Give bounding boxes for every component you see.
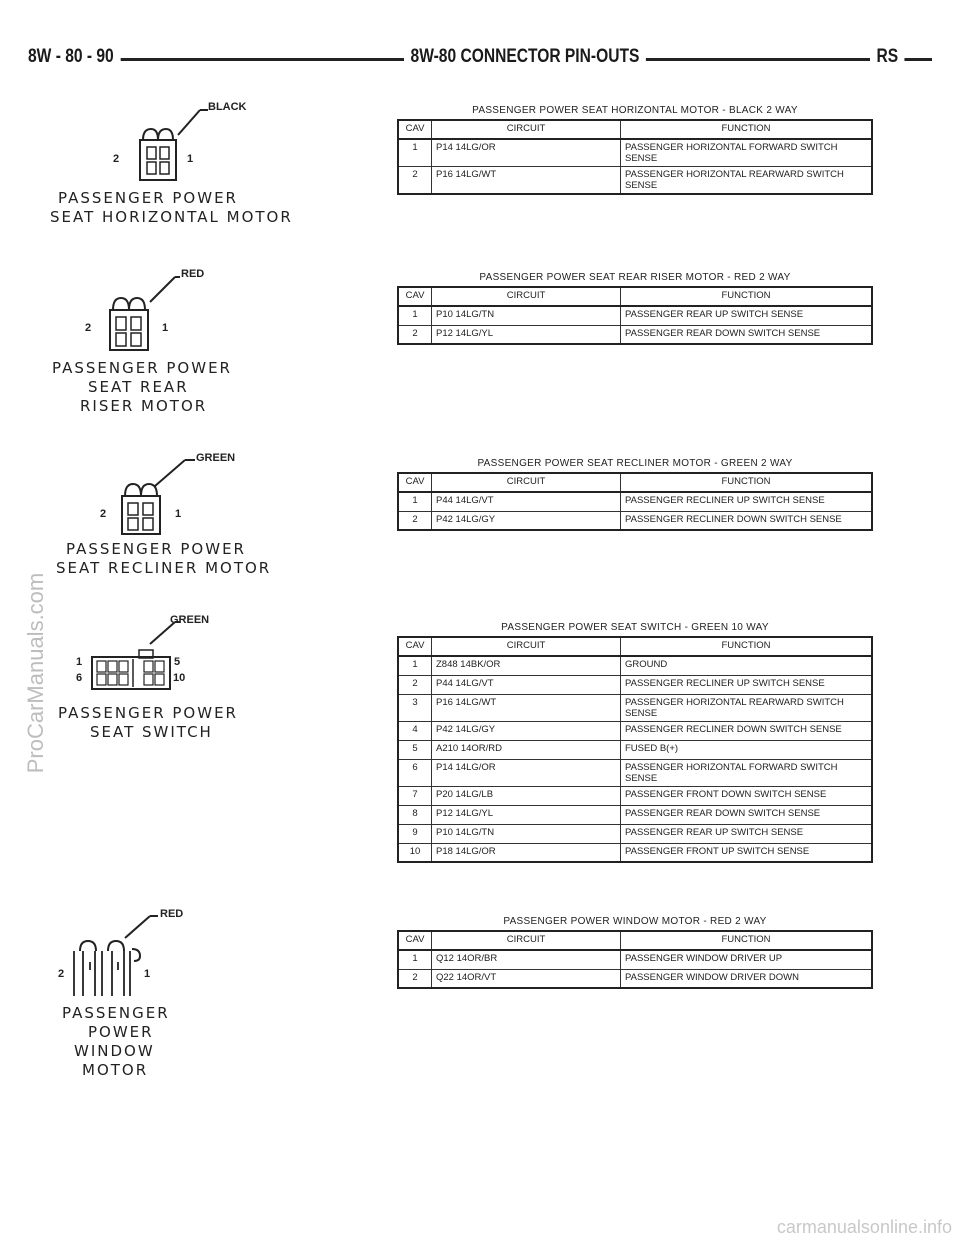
cell-function: PASSENGER REAR UP SWITCH SENSE — [621, 306, 873, 325]
cell-function: FUSED B(+) — [621, 740, 873, 759]
table-title: PASSENGER POWER SEAT REAR RISER MOTOR - RED 2 WAY — [479, 272, 791, 283]
cell-cav: 9 — [398, 824, 432, 843]
diagram-caption-line: POWER — [88, 1023, 154, 1041]
cell-cav: 1 — [398, 139, 432, 167]
diagram-caption-line: PASSENGER POWER — [66, 540, 246, 558]
cell-cav: 8 — [398, 805, 432, 824]
col-header-circuit: CIRCUIT — [432, 287, 621, 306]
cell-circuit: P44 14LG/VT — [432, 492, 621, 511]
cell-function: PASSENGER HORIZONTAL FORWARD SWITCH SENSE — [621, 139, 873, 167]
diagram-caption-line: RISER MOTOR — [80, 397, 208, 415]
cell-circuit: P12 14LG/YL — [432, 805, 621, 824]
cell-circuit: P42 14LG/GY — [432, 721, 621, 740]
cell-function: PASSENGER HORIZONTAL REARWARD SWITCH SENSE — [621, 167, 873, 195]
diagram-caption-line: WINDOW — [74, 1042, 155, 1060]
diagram-caption-line: SEAT RECLINER MOTOR — [56, 559, 272, 577]
pin-label-right: 1 — [187, 153, 194, 165]
col-header-function: FUNCTION — [621, 637, 873, 656]
cell-function: PASSENGER REAR UP SWITCH SENSE — [621, 824, 873, 843]
cell-circuit: P12 14LG/YL — [432, 325, 621, 344]
col-header-circuit: CIRCUIT — [432, 120, 621, 139]
cell-function: PASSENGER HORIZONTAL REARWARD SWITCH SENSE — [621, 694, 873, 721]
cell-function: PASSENGER WINDOW DRIVER UP — [621, 950, 873, 969]
connector-diagram — [50, 262, 310, 462]
diagram-caption-line: PASSENGER POWER — [58, 189, 238, 207]
cell-function: PASSENGER RECLINER UP SWITCH SENSE — [621, 675, 873, 694]
diagram-caption-line: MOTOR — [82, 1061, 149, 1079]
pinout-table — [397, 286, 873, 345]
table-row — [398, 511, 872, 530]
col-header-function: FUNCTION — [621, 473, 873, 492]
table-row — [398, 843, 872, 862]
pin-label-1: 1 — [76, 656, 83, 668]
col-header-cav: CAV — [398, 931, 432, 950]
cell-cav: 1 — [398, 656, 432, 675]
cell-cav: 10 — [398, 843, 432, 862]
table-title: PASSENGER POWER SEAT RECLINER MOTOR - GREEN 2 WAY — [477, 458, 793, 469]
table-row — [398, 759, 872, 786]
cell-function: PASSENGER RECLINER UP SWITCH SENSE — [621, 492, 873, 511]
cell-function: PASSENGER FRONT UP SWITCH SENSE — [621, 843, 873, 862]
cell-circuit: P16 14LG/WT — [432, 167, 621, 195]
cell-cav: 2 — [398, 969, 432, 988]
pin-label-6: 6 — [76, 672, 83, 684]
cell-cav: 6 — [398, 759, 432, 786]
model-code: RS — [870, 46, 905, 68]
table-row — [398, 492, 872, 511]
col-header-cav: CAV — [398, 287, 432, 306]
cell-circuit: A210 14OR/RD — [432, 740, 621, 759]
cell-cav: 2 — [398, 325, 432, 344]
pin-label-right: 1 — [162, 322, 169, 334]
table-row — [398, 306, 872, 325]
col-header-cav: CAV — [398, 637, 432, 656]
pin-label-right: 1 — [175, 508, 182, 520]
table-row — [398, 969, 872, 988]
cell-circuit: Q22 14OR/VT — [432, 969, 621, 988]
table-row — [398, 139, 872, 167]
cell-circuit: P14 14LG/OR — [432, 139, 621, 167]
pinout-table — [397, 636, 873, 863]
pin-label-5: 5 — [174, 656, 181, 668]
page-number: 8W - 80 - 90 — [28, 46, 120, 68]
cell-circuit: P10 14LG/TN — [432, 306, 621, 325]
pinout-table — [397, 119, 873, 195]
table-row — [398, 656, 872, 675]
side-watermark — [16, 520, 56, 840]
col-header-function: FUNCTION — [621, 931, 873, 950]
col-header-circuit: CIRCUIT — [432, 637, 621, 656]
cell-cav: 2 — [398, 167, 432, 195]
table-row — [398, 675, 872, 694]
table-title: PASSENGER POWER SEAT HORIZONTAL MOTOR - BLACK 2 WAY — [472, 105, 798, 116]
pinout-table — [397, 472, 873, 531]
cell-cav: 4 — [398, 721, 432, 740]
table-row — [398, 950, 872, 969]
cell-cav: 1 — [398, 950, 432, 969]
cell-cav: 2 — [398, 675, 432, 694]
diagram-caption-line: SEAT REAR — [88, 378, 189, 396]
col-header-circuit: CIRCUIT — [432, 473, 621, 492]
col-header-function: FUNCTION — [621, 120, 873, 139]
col-header-cav: CAV — [398, 473, 432, 492]
table-row — [398, 805, 872, 824]
cell-cav: 1 — [398, 306, 432, 325]
pin-label-right: 1 — [144, 968, 151, 980]
pin-label-left: 2 — [113, 153, 120, 165]
cell-circuit: P42 14LG/GY — [432, 511, 621, 530]
table-row — [398, 721, 872, 740]
color-tag: GREEN — [196, 452, 236, 464]
table-title: PASSENGER POWER WINDOW MOTOR - RED 2 WAY — [503, 916, 767, 927]
color-tag: BLACK — [208, 101, 247, 113]
table-row — [398, 167, 872, 195]
cell-function: PASSENGER WINDOW DRIVER DOWN — [621, 969, 873, 988]
cell-circuit: P16 14LG/WT — [432, 694, 621, 721]
table-row — [398, 325, 872, 344]
cell-function: PASSENGER HORIZONTAL FORWARD SWITCH SENSE — [621, 759, 873, 786]
page-header — [28, 46, 932, 74]
section-title: 8W-80 CONNECTOR PIN-OUTS — [404, 46, 646, 68]
col-header-function: FUNCTION — [621, 287, 873, 306]
color-tag: RED — [160, 908, 184, 920]
cell-circuit: P14 14LG/OR — [432, 759, 621, 786]
col-header-circuit: CIRCUIT — [432, 931, 621, 950]
cell-function: PASSENGER FRONT DOWN SWITCH SENSE — [621, 786, 873, 805]
table-row — [398, 786, 872, 805]
diagram-caption-line: PASSENGER POWER — [52, 359, 232, 377]
cell-circuit: P44 14LG/VT — [432, 675, 621, 694]
table-title: PASSENGER POWER SEAT SWITCH - GREEN 10 WAY — [501, 622, 769, 633]
diagram-caption-line: PASSENGER POWER — [58, 704, 238, 722]
cell-cav: 7 — [398, 786, 432, 805]
cell-function: PASSENGER REAR DOWN SWITCH SENSE — [621, 325, 873, 344]
cell-cav: 2 — [398, 511, 432, 530]
table-row — [398, 740, 872, 759]
cell-function: GROUND — [621, 656, 873, 675]
pin-label-left: 2 — [100, 508, 107, 520]
table-row — [398, 694, 872, 721]
color-tag: GREEN — [170, 614, 210, 626]
cell-circuit: P20 14LG/LB — [432, 786, 621, 805]
cell-circuit: P10 14LG/TN — [432, 824, 621, 843]
cell-cav: 5 — [398, 740, 432, 759]
cell-cav: 3 — [398, 694, 432, 721]
cell-circuit: Q12 14OR/BR — [432, 950, 621, 969]
diagram-caption-line: SEAT HORIZONTAL MOTOR — [50, 208, 293, 226]
pin-label-10: 10 — [173, 672, 186, 684]
cell-cav: 1 — [398, 492, 432, 511]
side-watermark-text: ProCarManuals.com — [23, 572, 48, 774]
cell-circuit: Z848 14BK/OR — [432, 656, 621, 675]
pin-label-left: 2 — [85, 322, 92, 334]
color-tag: RED — [181, 268, 205, 280]
pin-label-left: 2 — [58, 968, 65, 980]
cell-circuit: P18 14LG/OR — [432, 843, 621, 862]
connector-diagram — [50, 906, 310, 1106]
cell-function: PASSENGER RECLINER DOWN SWITCH SENSE — [621, 721, 873, 740]
connector-diagram — [50, 612, 310, 812]
table-row — [398, 824, 872, 843]
diagram-caption-line: SEAT SWITCH — [90, 723, 213, 741]
col-header-cav: CAV — [398, 120, 432, 139]
pinout-table — [397, 930, 873, 989]
cell-function: PASSENGER REAR DOWN SWITCH SENSE — [621, 805, 873, 824]
bottom-watermark: carmanualsonline.info — [776, 1217, 952, 1237]
cell-function: PASSENGER RECLINER DOWN SWITCH SENSE — [621, 511, 873, 530]
diagram-caption-line: PASSENGER — [62, 1004, 170, 1022]
